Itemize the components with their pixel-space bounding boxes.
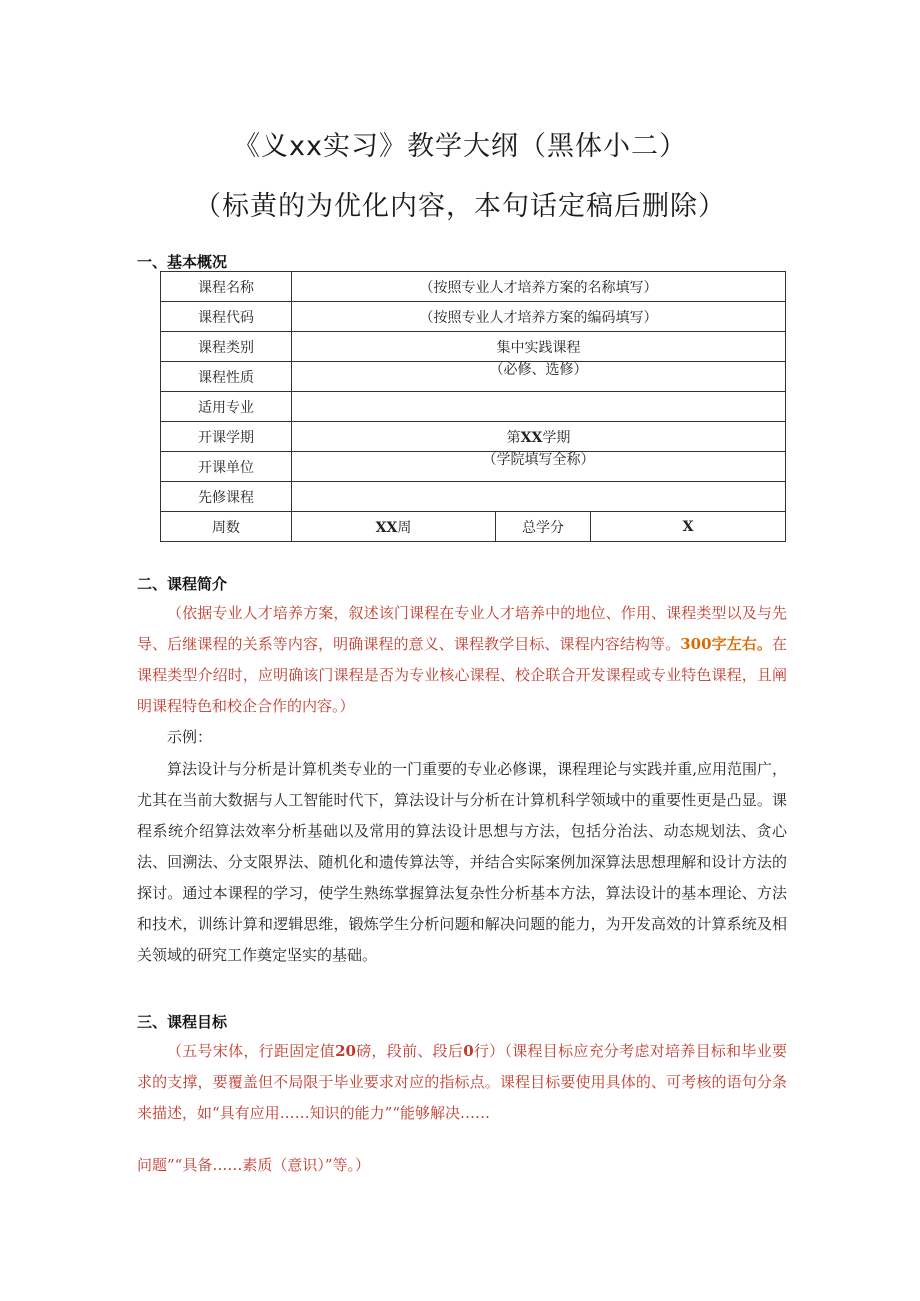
credits-label: 总学分 <box>496 512 591 542</box>
row-label: 课程代码 <box>161 302 292 332</box>
credits-value: X <box>591 512 786 542</box>
row-value <box>292 392 786 422</box>
row-label: 先修课程 <box>161 482 292 512</box>
section-heading-basic-info: 一、基本概况 <box>137 253 228 271</box>
course-intro-instruction: （依据专业人才培养方案，叙述该门课程在专业人才培养中的地位、作用、课程类型以及与先导、后继课程的关系等内容，明确课程的意义、课程教学目标、课程内容结构等。300字左右。在课程类型介绍时，应明确该门课程是否为专业核心课程、校企联合开发课程或专业特色课程，且阐明课程特色和校企合作的内容。） <box>137 604 787 715</box>
section-heading-course-intro: 二、课程简介 <box>137 575 228 593</box>
example-label: 示例： <box>167 728 213 746</box>
course-goals-instruction-tail: 问题”“具备……素质（意识）”等。） <box>137 1156 371 1174</box>
course-goals-instruction: （五号宋体，行距固定值20磅，段前、段后0行）（课程目标应充分考虑对培养目标和毕业要求的支撑，要覆盖但不局限于毕业要求对应的指标点。课程目标要使用具体的、可考核的语句分条来描述，如“具有应用……知识的能力”“能够解决…… <box>137 1042 787 1122</box>
row-value: 集中实践课程 <box>292 332 786 362</box>
table-row <box>161 482 786 512</box>
document-subtitle-note: （标黄的为优化内容，本句话定稿后删除） <box>194 191 726 222</box>
table-row <box>161 302 786 332</box>
weeks-value: XX周 <box>292 512 496 542</box>
section-heading-course-goals: 三、课程目标 <box>137 1013 228 1031</box>
table-row <box>161 422 786 452</box>
row-label: 开课单位 <box>161 452 292 482</box>
row-value: 第XX学期 <box>292 422 786 452</box>
row-label: 课程类别 <box>161 332 292 362</box>
row-value: （学院填写全称） <box>482 451 595 468</box>
weeks-label: 周数 <box>161 512 292 542</box>
table-row <box>161 392 786 422</box>
example-text: 算法设计与分析是计算机类专业的一门重要的专业必修课，课程理论与实践并重,应用范围广，尤其在当前大数据与人工智能时代下，算法设计与分析在计算机科学领域中的重要性更是凸显。课程系统介绍算法效率分析基础以及常用的算法设计思想与方法，包括分治法、动态规划法、贪心法、回溯法、分支限界法、随机化和遗传算法等，并结合实际案例加深算法思想理解和设计方法的探讨。通过本课程的学习，使学生熟练掌握算法复杂性分析基本方法，算法设计的基本理论、方法和技术，训练计算和逻辑思维，锻炼学生分析问题和解决问题的能力，为开发高效的计算系统及相关领域的研究工作奠定坚实的基础。 <box>137 760 787 964</box>
row-value: （按照专业人才培养方案的编码填写） <box>292 302 786 332</box>
basic-info-table <box>160 271 786 542</box>
table-row <box>161 272 786 302</box>
row-value: （必修、选修） <box>489 361 588 378</box>
row-label: 适用专业 <box>161 392 292 422</box>
table-row <box>161 452 786 482</box>
row-label: 课程性质 <box>161 362 292 392</box>
document-title: 《义xx实习》教学大纲（黑体小二） <box>233 131 687 162</box>
table-row <box>161 512 786 542</box>
row-label: 开课学期 <box>161 422 292 452</box>
row-value: （按照专业人才培养方案的名称填写） <box>292 272 786 302</box>
row-value <box>292 482 786 512</box>
table-row <box>161 362 786 392</box>
row-label: 课程名称 <box>161 272 292 302</box>
table-row <box>161 332 786 362</box>
